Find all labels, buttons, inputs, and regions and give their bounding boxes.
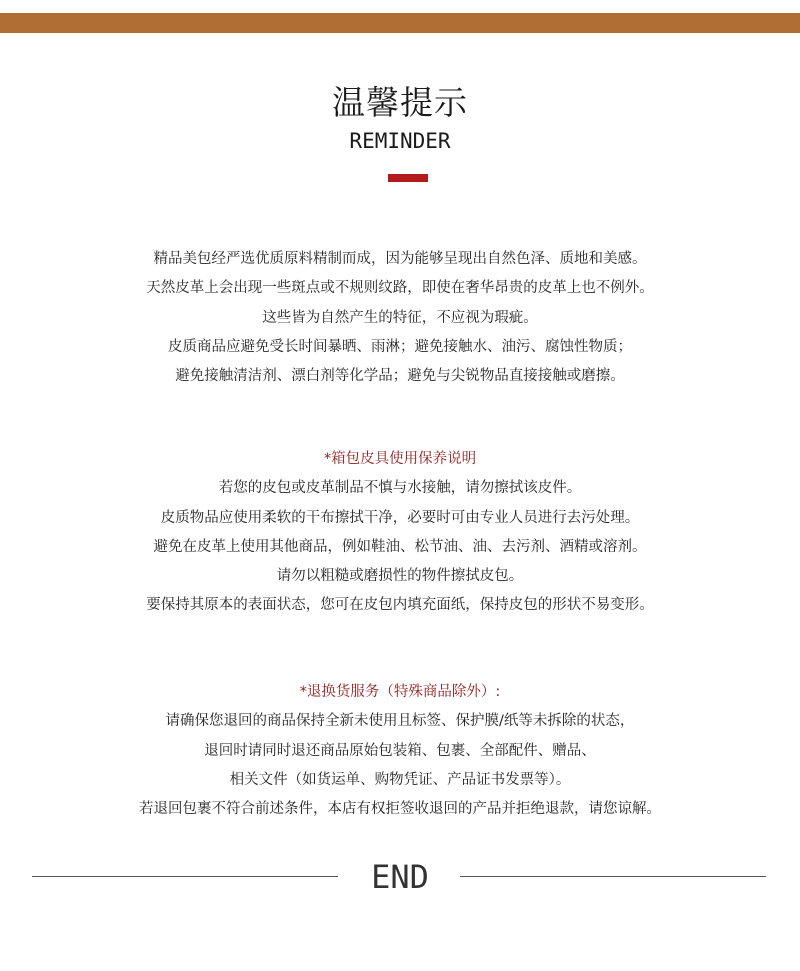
care-line: 要保持其原本的表面状态，您可在皮包内填充面纸，保持皮包的形状不易变形。 (146, 597, 654, 614)
end-divider-left (32, 876, 338, 877)
returns-section (0, 678, 800, 824)
care-heading: *箱包皮具使用保养说明 (323, 451, 477, 467)
end-label: END (371, 858, 429, 896)
intro-line: 皮质商品应避免受长时间暴晒、雨淋；避免接触水、油污、腐蚀性物质； (168, 338, 632, 355)
end-divider-right (460, 876, 766, 877)
care-line: 避免在皮革上使用其他商品，例如鞋油、松节油、油、去污剂、酒精或溶剂。 (153, 538, 647, 555)
care-line: 皮质物品应使用柔软的干布擦拭干净，必要时可由专业人员进行去污处理。 (160, 509, 640, 526)
returns-line: 若退回包裹不符合前述条件，本店有权拒签收退回的产品并拒绝退款，请您谅解。 (139, 801, 661, 818)
title-accent-bar (388, 174, 428, 182)
care-section (0, 445, 800, 621)
top-decorative-bar (0, 13, 800, 33)
intro-line: 避免接触清洁剂、漂白剂等化学品；避免与尖锐物品直接接触或磨擦。 (175, 368, 625, 385)
page-title: 温馨提示 (332, 83, 468, 122)
intro-section (0, 245, 800, 391)
returns-line: 请确保您退回的商品保持全新未使用且标签、保护膜/纸等未拆除的状态， (165, 713, 635, 730)
returns-heading: *退换货服务（特殊商品除外）: (299, 684, 501, 700)
care-line: 若您的皮包或皮革制品不慎与水接触，请勿擦拭该皮件。 (218, 480, 582, 497)
returns-line: 相关文件（如货运单、购物凭证、产品证书发票等）。 (229, 771, 571, 788)
intro-line: 天然皮革上会出现一些斑点或不规则纹路，即使在奢华昂贵的皮革上也不例外。 (146, 280, 654, 297)
page-subtitle: REMINDER (349, 129, 451, 153)
intro-line: 这些皆为自然产生的特征，不应视为瑕疵。 (262, 309, 538, 326)
intro-line: 精品美包经严选优质原料精制而成，因为能够呈现出自然色泽、质地和美感。 (153, 251, 647, 267)
care-line: 请勿以粗糙或磨损性的物件擦拭皮包。 (276, 568, 524, 585)
returns-line: 退回时请同时退还商品原始包装箱、包裹、全部配件、赠品、 (204, 742, 596, 759)
